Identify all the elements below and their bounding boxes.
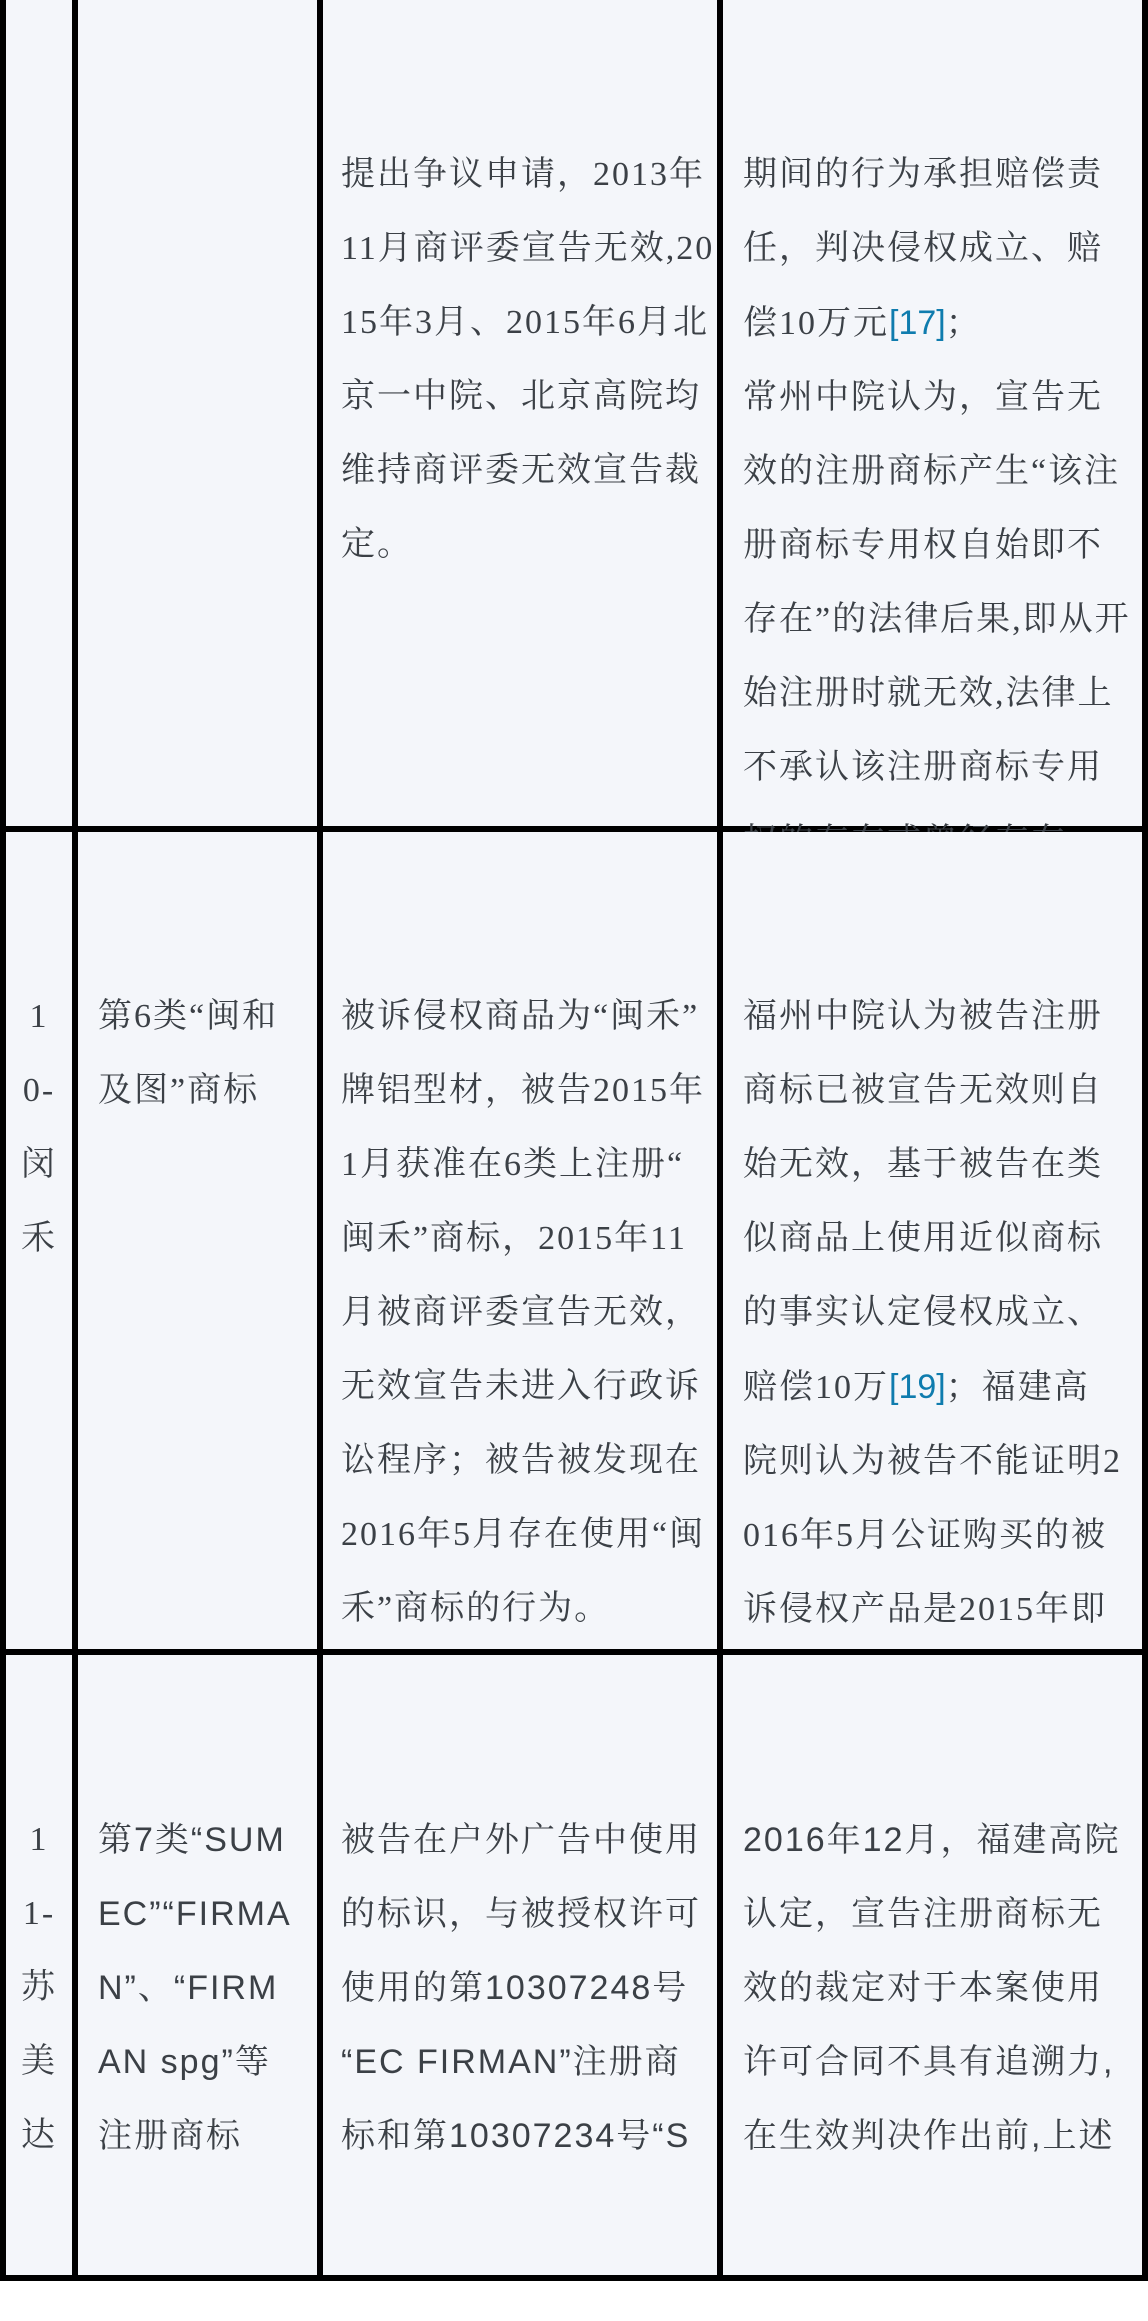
- trademark-cell: [78, 1655, 317, 2275]
- case-facts-text: 被告在户外广告中使用 的标识，与被授权许可 使用的第10307248号 “EC FIRMAN”注册商 标和第10307234号“S: [341, 1821, 701, 2155]
- trademark-cell: [78, 832, 317, 1649]
- ruling-text: 福州中院认为被告注册 商标已被宣告无效则自 始无效，基于被告在类 似商品上使用近似商标 的事实认定侵权成立、 赔偿10万[19]；福建高 院则认为被告不能证明2 016年5月公证购买的被 诉侵权产品是2015年即: [743, 980, 1128, 1796]
- trademark-cell: [78, 0, 317, 826]
- case-facts-cell: [323, 0, 717, 826]
- case-facts-text: 提出争议申请，2013年 11月商评委宣告无效,20 15年3月、2015年6月北 京一中院、北京高院均 维持商评委无效宣告裁 定。: [341, 156, 715, 563]
- case-id-text: 1 0- 闵 禾: [21, 998, 57, 1257]
- case-id-cell: [6, 1655, 72, 2275]
- case-id-cell: [6, 832, 72, 1649]
- ruling-text: 期间的行为承担赔偿责 任，判决侵权成立、赔 偿10万元[17]； 常州中院认为，宣告无 效的注册商标产生“该注 册商标专用权自始即不 存在”的法律后果,即从开 始注册时就无效,法律上 不承认该注册商标专用: [743, 138, 1128, 954]
- ruling-cell: [723, 832, 1142, 1649]
- case-facts-text: 被诉侵权商品为“闽禾” 牌铝型材，被告2015年 1月获准在6类上注册“ 闽禾”商标，2015年11 月被商评委宣告无效， 无效宣告未进入行政诉 讼程序；被告被发现在 2016年5月存在使用“闽 禾”商标的行为。: [341, 998, 706, 1627]
- trademark-text: 第6类“闽和 及图”商标: [98, 998, 279, 1109]
- ref-link-19[interactable]: [19]: [889, 1368, 946, 1406]
- ref-link-17[interactable]: [17]: [889, 304, 946, 342]
- ruling-cell: [723, 1655, 1142, 2275]
- case-facts-cell: [323, 832, 717, 1649]
- trademark-text: 第7类“SUM EC”“FIRMA N”、“FIRM AN spg”等 注册商标: [98, 1821, 292, 2155]
- case-id-text: 1 1- 苏 美 达: [21, 1821, 57, 2154]
- ruling-cell: [723, 0, 1142, 826]
- ruling-text: 2016年12月，福建高院 认定，宣告注册商标无 效的裁定对于本案使用 许可合同不具有追溯力, 在生效判决作出前,上述: [743, 1821, 1121, 2155]
- case-id-cell: [6, 0, 72, 826]
- case-facts-cell: [323, 1655, 717, 2275]
